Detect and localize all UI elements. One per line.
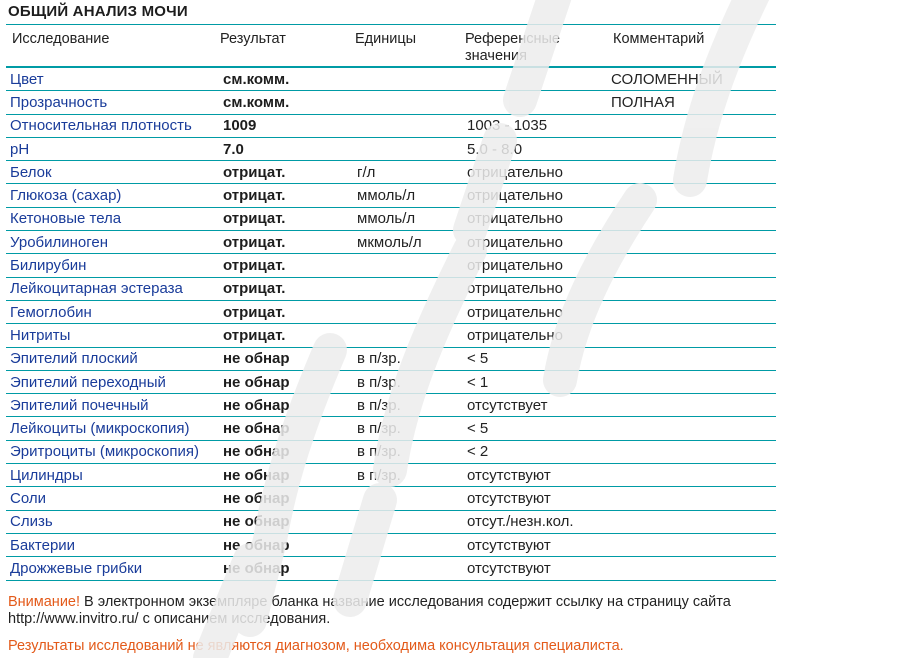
header-study: Исследование <box>12 31 110 47</box>
top-divider <box>6 24 776 25</box>
test-reference: отсутствуют <box>463 487 607 510</box>
table-row <box>6 231 776 254</box>
test-units: в п/зр. <box>353 370 463 393</box>
attention-text-link-line[interactable]: http://www.invitro.ru/ с описанием исследования. <box>8 611 331 627</box>
test-name[interactable]: Эритроциты (микроскопия) <box>6 440 219 463</box>
test-comment <box>607 370 776 393</box>
table-row <box>6 557 776 580</box>
test-comment <box>607 394 776 417</box>
table-row <box>6 533 776 556</box>
table-row <box>6 510 776 533</box>
header-units: Единицы <box>355 31 417 47</box>
test-name[interactable]: Белок <box>6 161 219 184</box>
table-row <box>6 91 776 114</box>
test-result: см.комм. <box>219 91 353 114</box>
test-units: в п/зр. <box>353 464 463 487</box>
test-result: не обнар <box>219 347 353 370</box>
test-comment: ПОЛНАЯ <box>607 91 776 114</box>
test-reference: 1003 - 1035 <box>463 114 607 137</box>
header-reference-line1: Референсные <box>465 31 560 47</box>
table-row <box>6 324 776 347</box>
test-comment <box>607 277 776 300</box>
table-row <box>6 394 776 417</box>
table-row <box>6 207 776 230</box>
test-name[interactable]: Кетоновые тела <box>6 207 219 230</box>
test-result: не обнар <box>219 510 353 533</box>
test-comment <box>607 300 776 323</box>
test-comment <box>607 184 776 207</box>
test-reference: отрицательно <box>463 161 607 184</box>
test-name[interactable]: Лейкоциты (микроскопия) <box>6 417 219 440</box>
test-units: в п/зр. <box>353 347 463 370</box>
test-comment <box>607 161 776 184</box>
test-comment <box>607 347 776 370</box>
test-name[interactable]: pH <box>6 137 219 160</box>
test-units <box>353 487 463 510</box>
test-reference: < 1 <box>463 370 607 393</box>
table-row <box>6 487 776 510</box>
test-result: отрицат. <box>219 254 353 277</box>
test-name[interactable]: Дрожжевые грибки <box>6 557 219 580</box>
table-row <box>6 370 776 393</box>
test-name[interactable]: Эпителий плоский <box>6 347 219 370</box>
test-name[interactable]: Гемоглобин <box>6 300 219 323</box>
disclaimer-note: Результаты исследований не являются диагнозом, необходима консультация специалиста. <box>8 638 624 654</box>
test-name[interactable]: Эпителий переходный <box>6 370 219 393</box>
test-reference <box>463 91 607 114</box>
test-comment <box>607 533 776 556</box>
test-units <box>353 254 463 277</box>
test-reference: отсутствуют <box>463 533 607 556</box>
table-row <box>6 347 776 370</box>
test-comment <box>607 137 776 160</box>
test-name[interactable]: Эпителий почечный <box>6 394 219 417</box>
test-reference <box>463 68 607 91</box>
table-row <box>6 184 776 207</box>
test-name[interactable]: Относительная плотность <box>6 114 219 137</box>
test-name[interactable]: Лейкоцитарная эстераза <box>6 277 219 300</box>
table-row <box>6 137 776 160</box>
test-comment <box>607 207 776 230</box>
test-comment <box>607 557 776 580</box>
test-result: не обнар <box>219 417 353 440</box>
table-row <box>6 277 776 300</box>
test-reference: отсутствуют <box>463 464 607 487</box>
test-reference: 5.0 - 8.0 <box>463 137 607 160</box>
table-row <box>6 464 776 487</box>
attention-text: В электронном экземпляре бланка название исследования содержит ссылку на страницу сайта <box>80 594 731 610</box>
test-result: отрицат. <box>219 324 353 347</box>
test-result: отрицат. <box>219 277 353 300</box>
test-result: отрицат. <box>219 300 353 323</box>
test-reference: отсут./незн.кол. <box>463 510 607 533</box>
test-name[interactable]: Цилиндры <box>6 464 219 487</box>
test-comment <box>607 464 776 487</box>
table-row <box>6 68 776 91</box>
results-table <box>6 68 776 581</box>
attention-label: Внимание! <box>8 594 81 610</box>
test-comment <box>607 487 776 510</box>
test-reference: отрицательно <box>463 277 607 300</box>
test-units <box>353 533 463 556</box>
test-units: в п/зр. <box>353 394 463 417</box>
test-reference: отсутствуют <box>463 557 607 580</box>
test-result: не обнар <box>219 440 353 463</box>
test-units <box>353 324 463 347</box>
test-result: см.комм. <box>219 68 353 91</box>
test-comment <box>607 231 776 254</box>
test-name[interactable]: Бактерии <box>6 533 219 556</box>
test-name[interactable]: Цвет <box>6 68 219 91</box>
test-name[interactable]: Уробилиноген <box>6 231 219 254</box>
test-comment <box>607 510 776 533</box>
test-result: не обнар <box>219 370 353 393</box>
test-result: отрицат. <box>219 207 353 230</box>
table-row <box>6 300 776 323</box>
test-units: в п/зр. <box>353 440 463 463</box>
table-row <box>6 254 776 277</box>
test-reference: < 2 <box>463 440 607 463</box>
test-reference: < 5 <box>463 347 607 370</box>
test-result: не обнар <box>219 533 353 556</box>
test-result: не обнар <box>219 487 353 510</box>
test-result: 1009 <box>219 114 353 137</box>
test-reference: отрицательно <box>463 231 607 254</box>
report-title: ОБЩИЙ АНАЛИЗ МОЧИ <box>8 3 188 20</box>
test-comment <box>607 417 776 440</box>
test-result: не обнар <box>219 394 353 417</box>
header-result: Результат <box>220 31 286 47</box>
test-units: в п/зр. <box>353 417 463 440</box>
test-name[interactable]: Соли <box>6 487 219 510</box>
test-units <box>353 91 463 114</box>
test-units: мкмоль/л <box>353 231 463 254</box>
table-row <box>6 440 776 463</box>
test-result: отрицат. <box>219 161 353 184</box>
test-reference: отрицательно <box>463 300 607 323</box>
table-row <box>6 114 776 137</box>
header-comment: Комментарий <box>613 31 705 47</box>
test-units <box>353 114 463 137</box>
test-result: не обнар <box>219 557 353 580</box>
test-units <box>353 300 463 323</box>
test-comment <box>607 440 776 463</box>
test-name[interactable]: Прозрачность <box>6 91 219 114</box>
test-units <box>353 137 463 160</box>
attention-note <box>8 594 868 628</box>
test-units <box>353 557 463 580</box>
table-row <box>6 417 776 440</box>
test-reference: отрицательно <box>463 184 607 207</box>
test-result: отрицат. <box>219 231 353 254</box>
test-name[interactable]: Слизь <box>6 510 219 533</box>
test-comment: СОЛОМЕННЫЙ <box>607 68 776 91</box>
test-reference: отрицательно <box>463 324 607 347</box>
test-reference: < 5 <box>463 417 607 440</box>
test-units: ммоль/л <box>353 207 463 230</box>
test-units <box>353 277 463 300</box>
test-comment <box>607 114 776 137</box>
test-result: не обнар <box>219 464 353 487</box>
test-reference: отсутствует <box>463 394 607 417</box>
test-comment <box>607 254 776 277</box>
test-comment <box>607 324 776 347</box>
test-reference: отрицательно <box>463 207 607 230</box>
header-reference <box>465 31 560 65</box>
test-result: отрицат. <box>219 184 353 207</box>
test-name[interactable]: Глюкоза (сахар) <box>6 184 219 207</box>
test-name[interactable]: Нитриты <box>6 324 219 347</box>
table-header <box>0 31 900 65</box>
test-reference: отрицательно <box>463 254 607 277</box>
test-units <box>353 510 463 533</box>
test-result: 7.0 <box>219 137 353 160</box>
test-units <box>353 68 463 91</box>
table-row <box>6 161 776 184</box>
results-body <box>6 68 776 580</box>
header-reference-line2: значения <box>465 48 527 64</box>
test-name[interactable]: Билирубин <box>6 254 219 277</box>
test-units: г/л <box>353 161 463 184</box>
test-units: ммоль/л <box>353 184 463 207</box>
